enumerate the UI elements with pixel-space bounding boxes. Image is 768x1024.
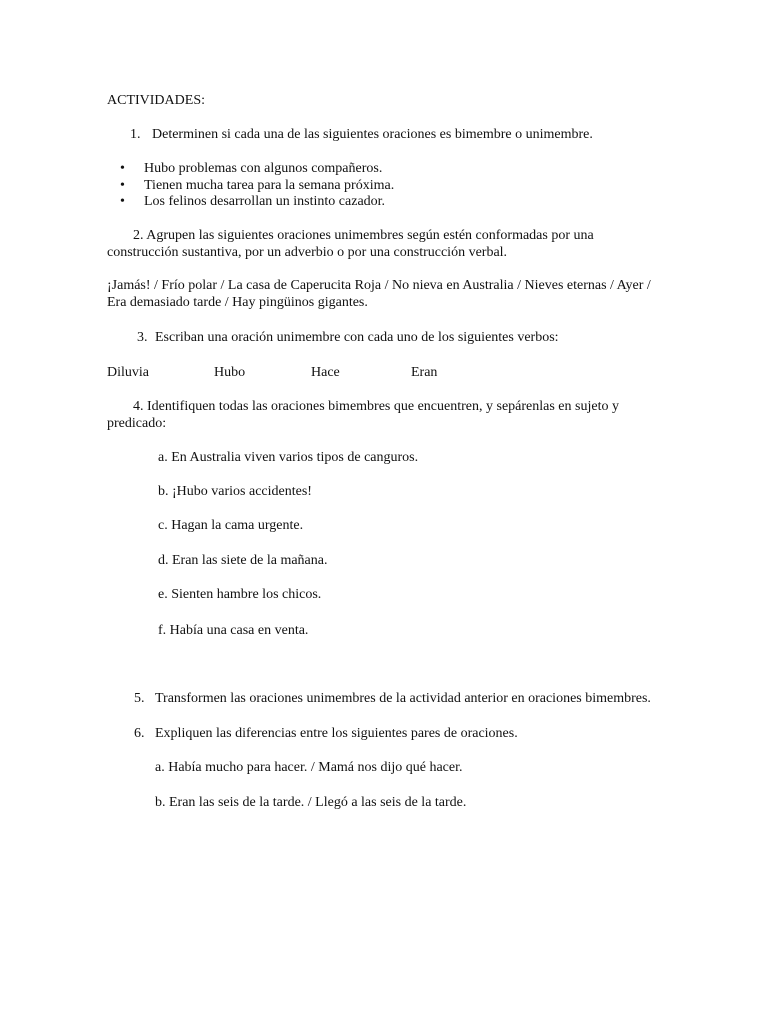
verb-item: Hubo <box>214 365 246 380</box>
q2-list-line2: Era demasiado tarde / Hay pingüinos gigantes. <box>107 295 368 310</box>
q1-bullet-item: Hubo problemas con algunos compañeros. <box>144 161 383 176</box>
bullet-icon: • <box>120 178 125 193</box>
q4-text-line1: 4. Identifiquen todas las oraciones bimembres que encuentren, y sepárenlas en sujeto y <box>133 399 619 414</box>
q1-number: 1. <box>130 127 141 142</box>
q1-bullet-item: Los felinos desarrollan un instinto cazador. <box>144 194 386 209</box>
q4-item: d. Eran las siete de la mañana. <box>158 553 328 568</box>
q2-text-line1: 2. Agrupen las siguientes oraciones unimembres según estén conformadas por una <box>133 228 594 243</box>
verb-item: Hace <box>311 365 340 380</box>
page-heading: ACTIVIDADES: <box>107 93 205 108</box>
bullet-icon: • <box>120 194 125 209</box>
bullet-icon: • <box>120 161 125 176</box>
q3-number: 3. <box>137 330 148 345</box>
q4-item: f. Había una casa en venta. <box>158 623 309 638</box>
q6-item: b. Eran las seis de la tarde. / Llegó a las seis de la tarde. <box>155 795 467 810</box>
verb-item: Eran <box>411 365 438 380</box>
q2-text-line2: construcción sustantiva, por un adverbio o por una construcción verbal. <box>107 245 508 260</box>
verb-item: Diluvia <box>107 365 149 380</box>
q4-text-line2: predicado: <box>107 416 167 431</box>
q2-list-line1: ¡Jamás! / Frío polar / La casa de Caperucita Roja / No nieva en Australia / Nieves eternas / Ayer / <box>107 278 651 293</box>
q4-item: c. Hagan la cama urgente. <box>158 518 304 533</box>
q4-item: e. Sienten hambre los chicos. <box>158 587 322 602</box>
q6-item: a. Había mucho para hacer. / Mamá nos dijo qué hacer. <box>155 760 463 775</box>
q3-text: Escriban una oración unimembre con cada uno de los siguientes verbos: <box>155 330 559 345</box>
q6-text: Expliquen las diferencias entre los siguientes pares de oraciones. <box>155 726 518 741</box>
q1-bullet-item: Tienen mucha tarea para la semana próxima. <box>144 178 395 193</box>
q5-text: Transformen las oraciones unimembres de la actividad anterior en oraciones bimembres. <box>155 691 651 706</box>
q5-number: 5. <box>134 691 145 706</box>
q6-number: 6. <box>134 726 145 741</box>
q1-text: Determinen si cada una de las siguientes oraciones es bimembre o unimembre. <box>152 127 593 142</box>
q4-item: b. ¡Hubo varios accidentes! <box>158 484 312 499</box>
q4-item: a. En Australia viven varios tipos de canguros. <box>158 450 419 465</box>
